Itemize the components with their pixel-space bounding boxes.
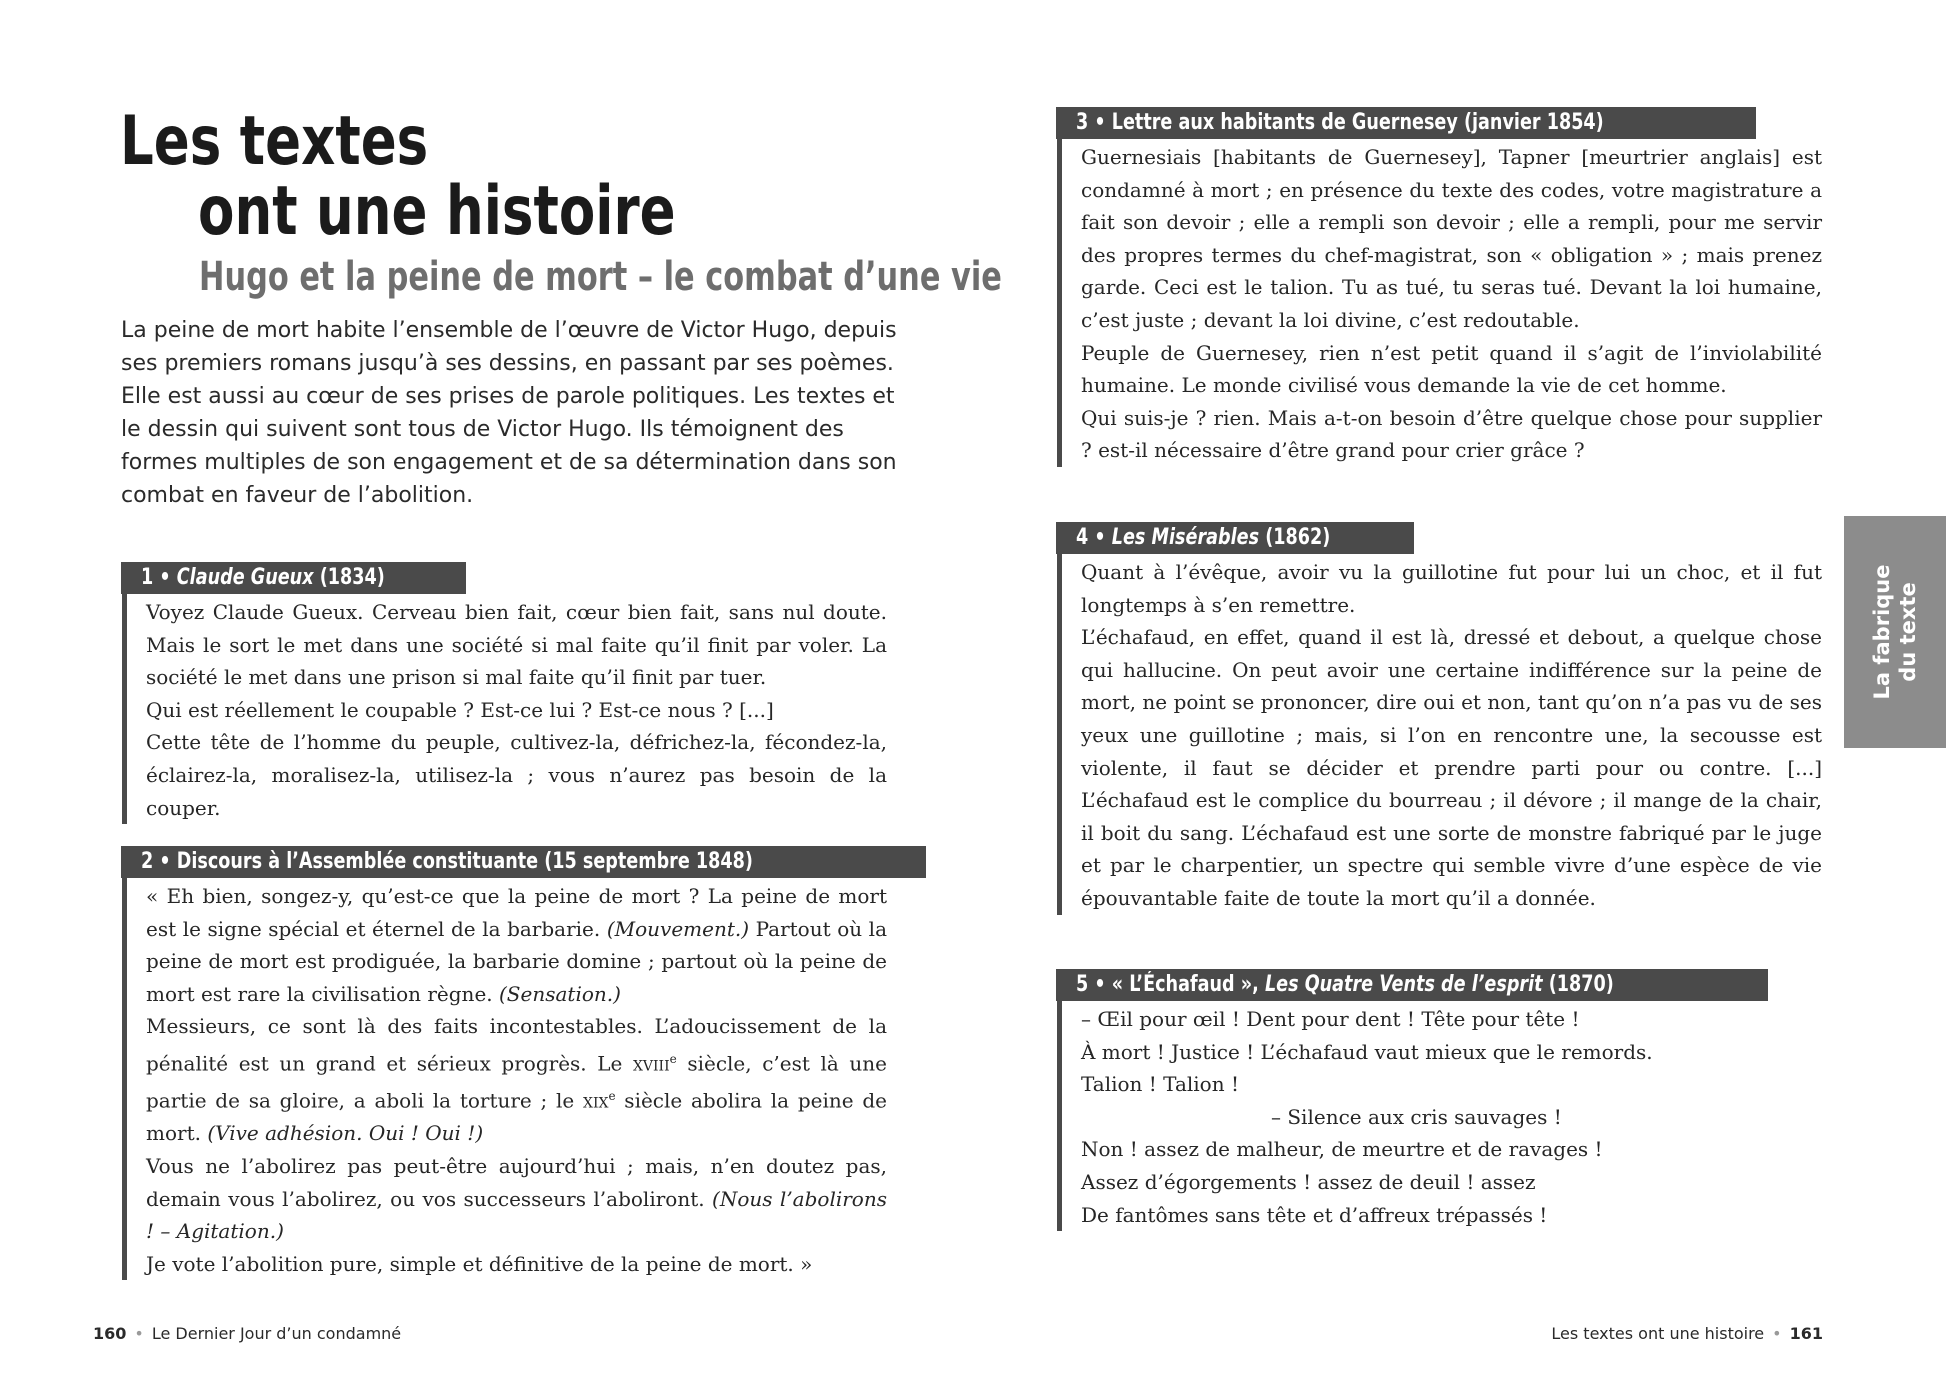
- right-page: [973, 0, 1946, 1387]
- section-4-header: 4 • Les Misérables (1862): [1056, 522, 1414, 554]
- footer-book-title: Le Dernier Jour d’un condamné: [151, 1324, 402, 1343]
- title-line-1: Les textes: [120, 102, 429, 181]
- section-3-para: Guernesiais [habitants de Guernesey], Tapner [meurtrier anglais] est condamné à mort ; en présence du texte des codes, votre magistrature a fait son devoir ; elle a rempli son devoir ; elle a rempli, pour me servir des propres termes du chef-magistrat, son « obligation » ; mais prenez garde. Ceci est le talion. Tu as tué, tu seras tué. Devant la loi humaine, c’est juste ; devant la loi divine, c’est redoutable.: [1081, 145, 1822, 332]
- section-4-para: L’échafaud, en effet, quand il est là, dressé et debout, a quelque chose qui hallucine. On peut avoir une certaine indifférence sur la peine de mort, ne point se prononcer, dire oui et non, tant qu’on n’a pas vu de ses yeux une guillotine ; mais, si l’on en rencontre une, la secousse est violente, il faut se décider et prendre parti pour ou contre. [...] L’échafaud est le complice du bourreau ; il dévore ; il mange de la chair, il boit du sang. L’échafaud est une sorte de monstre fabriqué par le juge et par le charpentier, un spectre qui semble vivre d’une espèce de vie épouvantable faite de toute la mort qu’il a donnée.: [1081, 625, 1822, 910]
- footer-chapter-title: Les textes ont une histoire: [1551, 1324, 1765, 1343]
- section-2-header: 2 • Discours à l’Assemblée constituante (15 septembre 1848): [121, 846, 926, 878]
- title-line-2: ont une histoire: [198, 172, 676, 251]
- subtitle: Hugo et la peine de mort – le combat d’une vie: [199, 254, 1002, 300]
- section-1-header: 1 • Claude Gueux (1834): [121, 562, 466, 594]
- page-title: [120, 102, 676, 251]
- page-number-left: 160: [93, 1324, 127, 1343]
- section-4-para: Quant à l’évêque, avoir vu la guillotine fut pour lui un choc, et il fut longtemps à s’en remettre.: [1081, 560, 1822, 617]
- section-1-para: Cette tête de l’homme du peuple, cultivez-la, défrichez-la, fécondez-la, éclairez-la, moralisez-la, utilisez-la ; vous n’aurez pas besoin de la couper.: [146, 730, 887, 820]
- footer-left: 160 • Le Dernier Jour d’un condamné: [93, 1324, 402, 1343]
- poem-line: Assez d’égorgements ! assez de deuil ! assez: [1081, 1169, 1536, 1194]
- poem-line: Talion ! Talion !: [1081, 1072, 1239, 1097]
- section-5-header: 5 • « L’Échafaud », Les Quatre Vents de l’esprit (1870): [1056, 969, 1768, 1001]
- section-5-body: [1057, 1001, 1822, 1231]
- poem-line: Non ! assez de malheur, de meurtre et de ravages !: [1081, 1137, 1603, 1162]
- section-5-echafaud: [1056, 969, 1822, 1231]
- section-3-body: [1057, 139, 1822, 467]
- side-tab: [1844, 516, 1946, 748]
- section-3-para: Qui suis-je ? rien. Mais a-t-on besoin d’être quelque chose pour supplier ? est-il nécessaire d’être grand pour crier grâce ?: [1081, 405, 1822, 463]
- section-1-para: Voyez Claude Gueux. Cerveau bien fait, cœur bien fait, sans nul doute. Mais le sort le met dans une société si mal faite qu’il finit par voler. La société le met dans une prison si mal faite qu’il finit par tuer.: [146, 600, 887, 690]
- section-2-para: « Eh bien, songez-y, qu’est-ce que la peine de mort ? La peine de mort est le signe spécial et éternel de la barbarie. (Mouvement.) Partout où la peine de mort est prodiguée, la barbarie domine ; partout où la peine de mort est rare la civilisation règne. (Sensation.): [146, 884, 887, 1006]
- intro-paragraph: La peine de mort habite l’ensemble de l’œuvre de Victor Hugo, depuis ses premiers romans jusqu’à ses dessins, en passant par ses poèmes. Elle est aussi au cœur de ses prises de parole politiques. Les textes et le dessin qui suivent sont tous de Victor Hugo. Ils témoignent des formes multiples de son engagement et de sa détermination dans son combat en faveur de l’abolition.: [121, 318, 897, 508]
- poem-line: De fantômes sans tête et d’affreux trépassés !: [1081, 1202, 1548, 1227]
- section-1-para: Qui est réellement le coupable ? Est-ce lui ? Est-ce nous ? [...]: [146, 697, 774, 722]
- section-3-header: 3 • Lettre aux habitants de Guernesey (janvier 1854): [1056, 107, 1756, 139]
- section-1-body: [122, 594, 887, 824]
- side-tab-label: La fabrique du texte: [1870, 564, 1920, 700]
- section-2-para: Messieurs, ce sont là des faits incontestables. L’adoucissement de la pénalité est un grand et sérieux progrès. Le xviii$^e$ siècle, c’est là une partie de sa gloire, a aboli la torture ; le xix$^e$ siècle abolira la peine de mort. (Vive adhésion. Oui ! Oui !): [146, 1014, 887, 1146]
- section-1-claude-gueux: [121, 562, 887, 824]
- poem-line: – Œil pour œil ! Dent pour dent ! Tête pour tête !: [1081, 1007, 1580, 1031]
- section-2-para: Je vote l’abolition pure, simple et définitive de la peine de mort. »: [146, 1251, 813, 1276]
- section-3-para: Peuple de Guernesey, rien n’est petit quand il s’agit de l’inviolabilité humaine. Le monde civilisé vous demande la vie de cet homme.: [1081, 340, 1822, 398]
- section-4-body: [1057, 554, 1822, 915]
- section-2-body: [122, 878, 887, 1280]
- section-4-miserables: [1056, 522, 1822, 915]
- footer-right: Les textes ont une histoire • 161: [1551, 1324, 1823, 1343]
- page-number-right: 161: [1789, 1324, 1823, 1343]
- section-2-discours: [121, 846, 887, 1280]
- section-2-para: Vous ne l’abolirez pas peut-être aujourd’hui ; mais, n’en doutez pas, demain vous l’abolirez, ou vos successeurs l’aboliront. (Nous l’abolirons ! – Agitation.): [146, 1154, 887, 1244]
- poem-line: À mort ! Justice ! L’échafaud vaut mieux que le remords.: [1081, 1039, 1653, 1064]
- poem-line: – Silence aux cris sauvages !: [1271, 1104, 1562, 1129]
- section-3-lettre: [1056, 107, 1822, 467]
